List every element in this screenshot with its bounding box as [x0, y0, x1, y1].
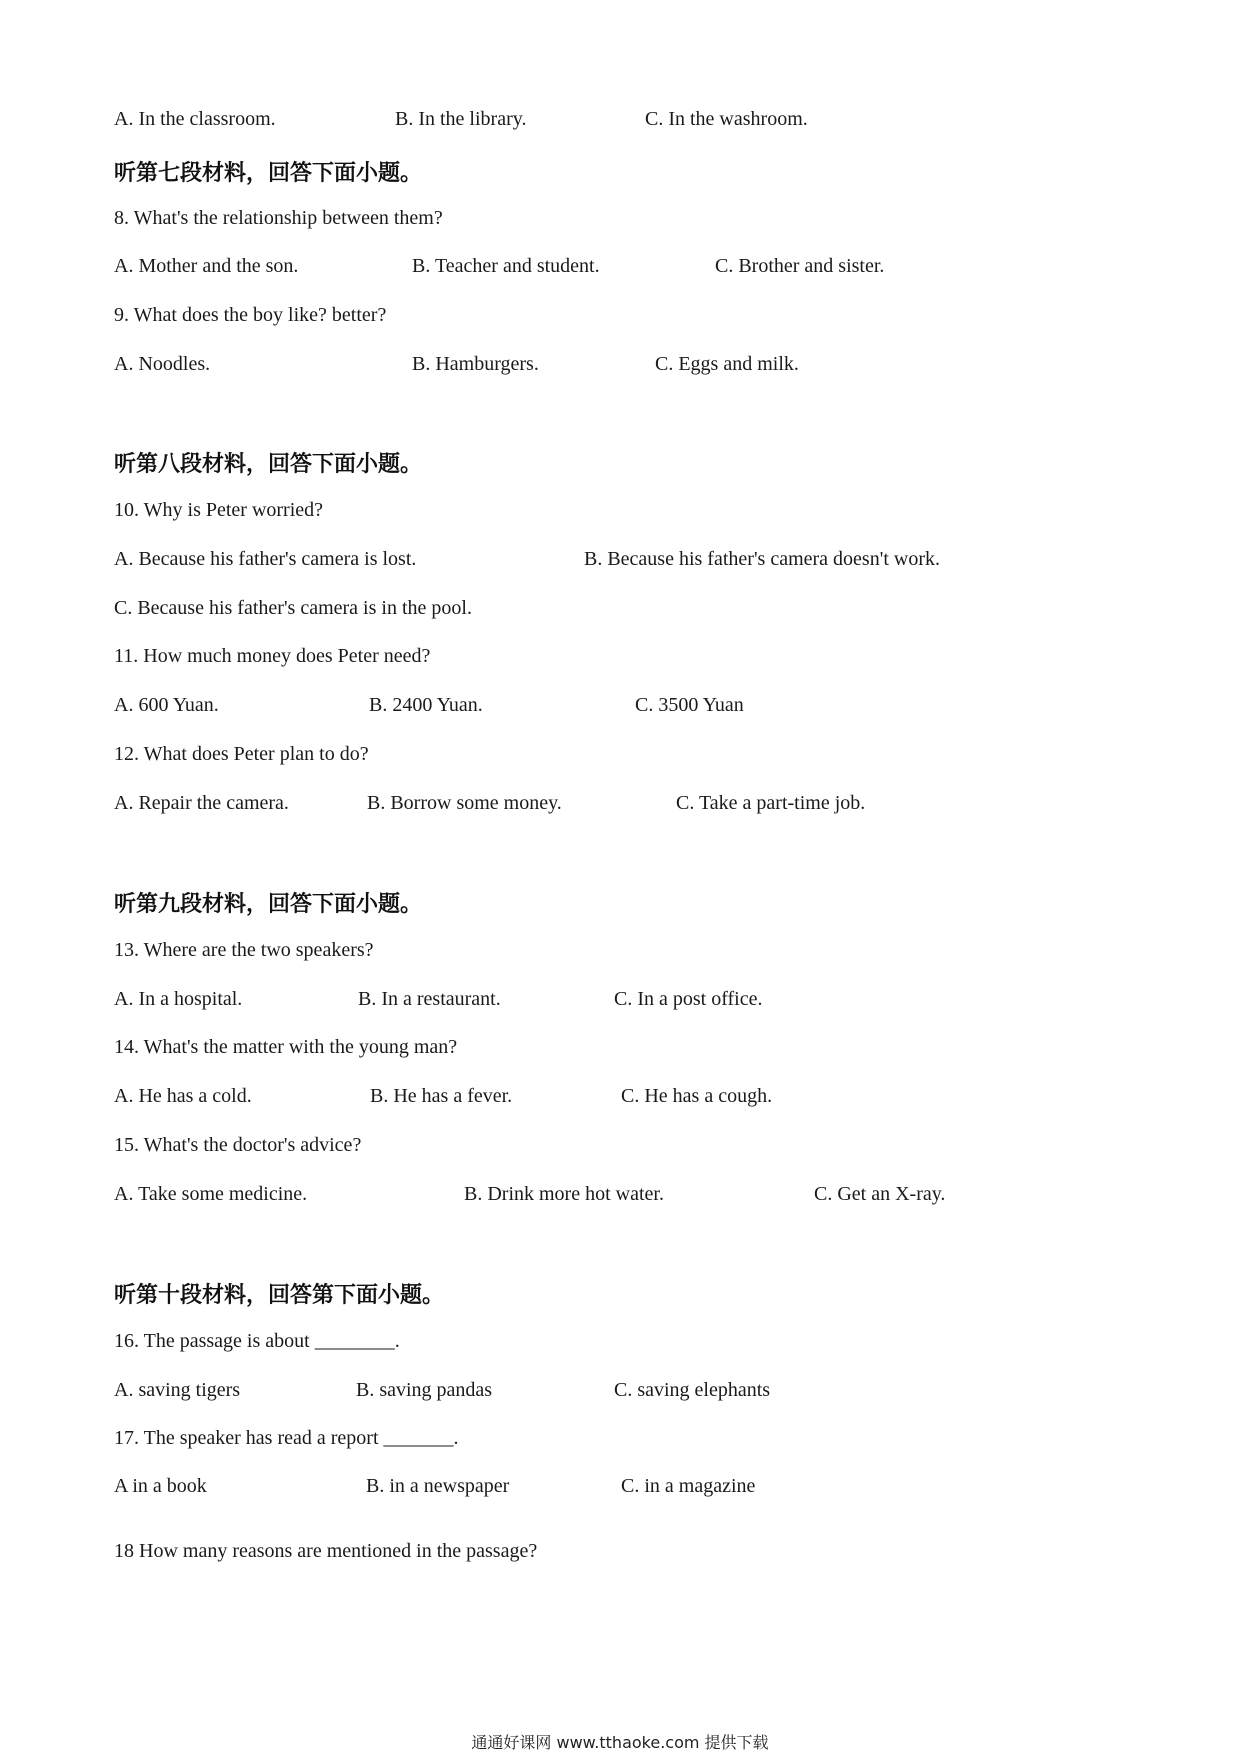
option-b: B. Drink more hot water. — [464, 1183, 664, 1205]
option-c: C. In a post office. — [614, 988, 763, 1010]
question-text: 18 How many reasons are mentioned in the passage? — [114, 1540, 538, 1562]
option-b: B. saving pandas — [356, 1379, 493, 1401]
page-footer: 通通好课网 www.tthaoke.com 提供下载 — [471, 1733, 769, 1752]
option-c: C. saving elephants — [614, 1379, 771, 1401]
question-text: 12. What does Peter plan to do? — [114, 743, 369, 765]
option-a: A in a book — [114, 1475, 207, 1497]
option-a: A. Repair the camera. — [114, 792, 289, 814]
option-b: B. 2400 Yuan. — [369, 694, 483, 716]
option-c: C. 3500 Yuan — [635, 694, 744, 716]
option-c: C. Take a part-time job. — [676, 792, 866, 814]
option-b: B. In the library. — [395, 108, 527, 130]
question-text: 8. What's the relationship between them? — [114, 207, 443, 229]
option-a: A. Take some medicine. — [114, 1183, 308, 1205]
section-heading: 听第九段材料，回答下面小题。 — [114, 892, 423, 917]
option-a: A. saving tigers — [114, 1379, 241, 1401]
option-b: B. Borrow some money. — [367, 792, 562, 814]
option-b: B. In a restaurant. — [358, 988, 501, 1010]
question-text: 17. The speaker has read a report _______. — [114, 1427, 459, 1449]
option-b: B. He has a fever. — [370, 1085, 513, 1107]
option-b: B. Because his father's camera doesn't work. — [584, 548, 940, 570]
option-a: A. 600 Yuan. — [114, 694, 219, 716]
question-text: 9. What does the boy like? better? — [114, 304, 387, 326]
option-a: A. Noodles. — [114, 353, 211, 375]
option-b: B. in a newspaper — [366, 1475, 510, 1497]
option-a: A. In the classroom. — [114, 108, 276, 130]
question-text: 10. Why is Peter worried? — [114, 499, 324, 521]
question-text: 16. The passage is about ________. — [114, 1330, 400, 1352]
option-c: C. In the washroom. — [645, 108, 808, 130]
question-text: 13. Where are the two speakers? — [114, 939, 374, 961]
option-b: B. Hamburgers. — [412, 353, 539, 375]
option-a: A. He has a cold. — [114, 1085, 252, 1107]
option-c: C. He has a cough. — [621, 1085, 773, 1107]
option-a: A. Because his father's camera is lost. — [114, 548, 417, 570]
option-a: A. Mother and the son. — [114, 255, 299, 277]
option-c: C. Because his father's camera is in the pool. — [114, 597, 472, 619]
question-text: 15. What's the doctor's advice? — [114, 1134, 362, 1156]
option-a: A. In a hospital. — [114, 988, 243, 1010]
option-c: C. Get an X-ray. — [814, 1183, 946, 1205]
question-text: 14. What's the matter with the young man? — [114, 1036, 458, 1058]
option-c: C. Eggs and milk. — [655, 353, 799, 375]
option-c: C. in a magazine — [621, 1475, 756, 1497]
section-heading: 听第八段材料，回答下面小题。 — [114, 452, 423, 477]
section-heading: 听第七段材料，回答下面小题。 — [114, 161, 423, 186]
option-c: C. Brother and sister. — [715, 255, 885, 277]
section-heading: 听第十段材料，回答第下面小题。 — [114, 1283, 445, 1308]
question-text: 11. How much money does Peter need? — [114, 645, 431, 667]
option-b: B. Teacher and student. — [412, 255, 600, 277]
